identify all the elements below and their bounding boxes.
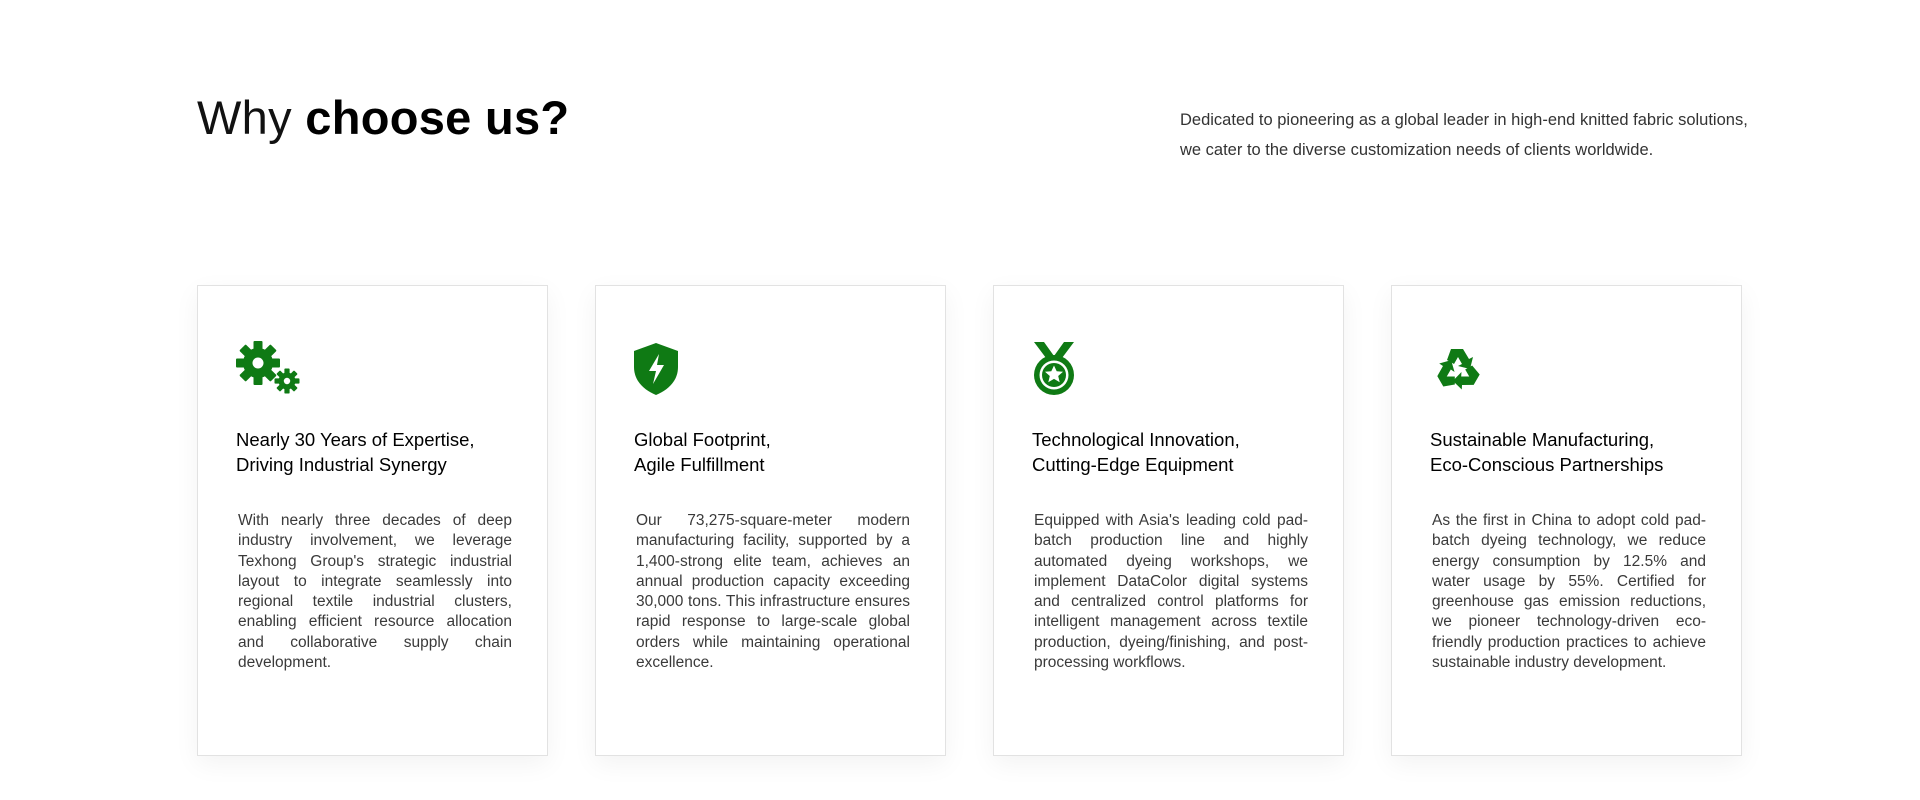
card-title: Technological Innovation, Cutting-Edge Equipment	[1032, 429, 1240, 475]
card-description: As the first in China to adopt cold pad-batch dyeing technology, we reduce energy consumption by 12.5% and water usage by 55%. Certified for greenhouse gas emission reductions, we pioneer technology-driven eco-friendly production practices to achieve sustainable industry development.	[1432, 512, 1706, 672]
feature-cards	[197, 285, 1742, 756]
card-description: With nearly three decades of deep industry involvement, we leverage Texhong Group's strategic industrial layout to integrate seamlessly into regional textile industrial clusters, enabling efficient resource allocation and collaborative supply chain development.	[238, 512, 512, 672]
heading-bold-part: choose us?	[305, 91, 570, 144]
gears-icon	[236, 341, 300, 397]
feature-card-tech-innovation	[993, 285, 1344, 756]
card-description: Equipped with Asia's leading cold pad-batch production line and highly automated dyeing workshops, we implement DataColor digital systems and centralized control platforms for intelligent management across textile production, dyeing/finishing, and post-processing workflows.	[1034, 512, 1308, 672]
card-description: Our 73,275-square-meter modern manufacturing facility, supported by a 1,400-strong elite team, achieves an annual production capacity exceeding 30,000 tons. This infrastructure ensures rapid response to large-scale global orders while maintaining operational excellence.	[636, 512, 910, 672]
feature-card-expertise	[197, 285, 548, 756]
section-intro: Dedicated to pioneering as a global leader in high-end knitted fabric solutions, we cater to the diverse customization needs of clients worldwide.	[1180, 111, 1748, 159]
medal-star-icon	[1032, 341, 1096, 397]
card-title: Sustainable Manufacturing, Eco-Conscious Partnerships	[1430, 429, 1664, 475]
shield-bolt-icon	[634, 341, 698, 397]
heading-light-part: Why	[197, 91, 306, 144]
section-heading	[197, 88, 569, 148]
card-title: Nearly 30 Years of Expertise, Driving Industrial Synergy	[236, 429, 475, 475]
recycle-icon	[1430, 341, 1494, 397]
feature-card-global-footprint	[595, 285, 946, 756]
feature-card-sustainable	[1391, 285, 1742, 756]
card-title: Global Footprint, Agile Fulfillment	[634, 429, 771, 475]
